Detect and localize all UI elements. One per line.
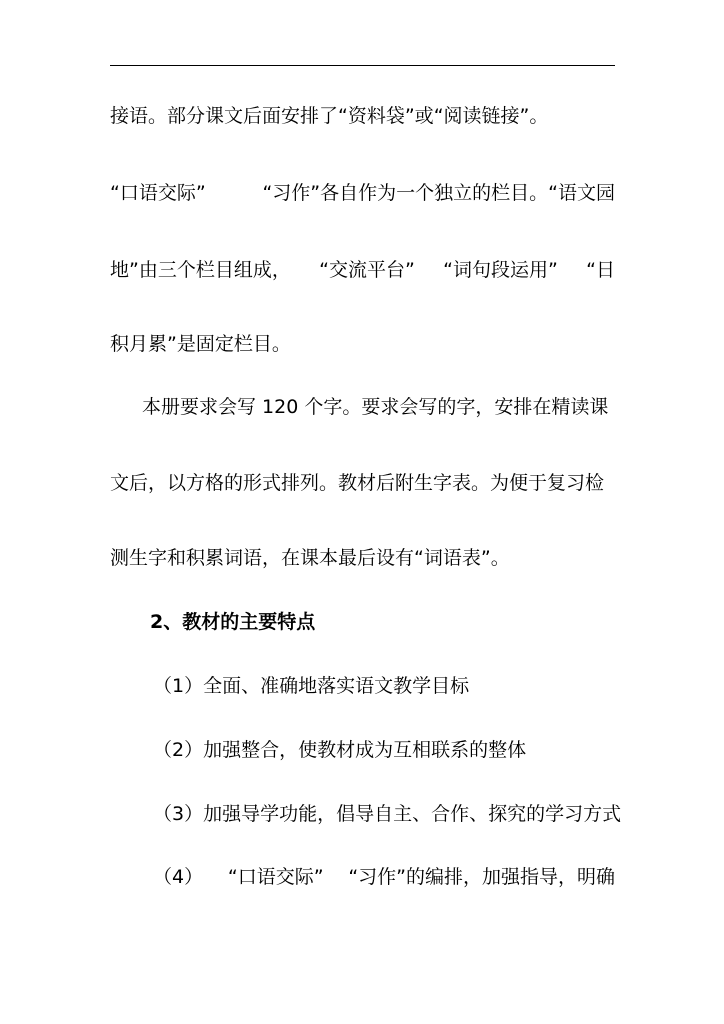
body-line-5: 本册要求会写 120 个字。要求会写的字，安排在精读课	[142, 396, 609, 418]
body-line-2	[110, 180, 615, 206]
feature-item-2: （2）加强整合，使教材成为互相联系的整体	[153, 739, 527, 761]
feature-item-4-part-2: “口语交际”	[227, 866, 324, 888]
body-line-3-part-3: “词句段运用”	[443, 259, 558, 281]
body-line-6: 文后，以方格的形式排列。教材后附生字表。为便于复习检	[110, 472, 605, 494]
feature-item-4	[153, 864, 615, 890]
body-line-1: 接语。部分课文后面安排了“资料袋”或“阅读链接”。	[110, 105, 549, 127]
feature-item-1: （1）全面、准确地落实语文教学目标	[153, 675, 470, 697]
feature-item-4-part-1: （4）	[153, 866, 204, 888]
body-line-4: 积月累”是固定栏目。	[110, 333, 291, 355]
feature-item-3: （3）加强导学功能，倡导自主、合作、探究的学习方式	[153, 803, 622, 825]
body-line-3-part-4: “日	[586, 259, 615, 281]
body-line-3-part-1: 地”由三个栏目组成，	[110, 259, 291, 281]
body-line-3-part-2: “交流平台”	[319, 259, 415, 281]
body-line-7: 测生字和积累词语，在课本最后设有“词语表”。	[110, 547, 510, 569]
body-line-3	[110, 257, 615, 283]
feature-item-4-part-3: “习作”的编排，加强指导，明确	[348, 866, 615, 888]
header-rule	[110, 65, 615, 66]
body-line-2-part-1: “口语交际”	[110, 182, 206, 204]
body-line-2-part-2: “习作”各自作为一个独立的栏目。“语文园	[262, 182, 615, 204]
section-heading: 2、教材的主要特点	[150, 611, 316, 633]
